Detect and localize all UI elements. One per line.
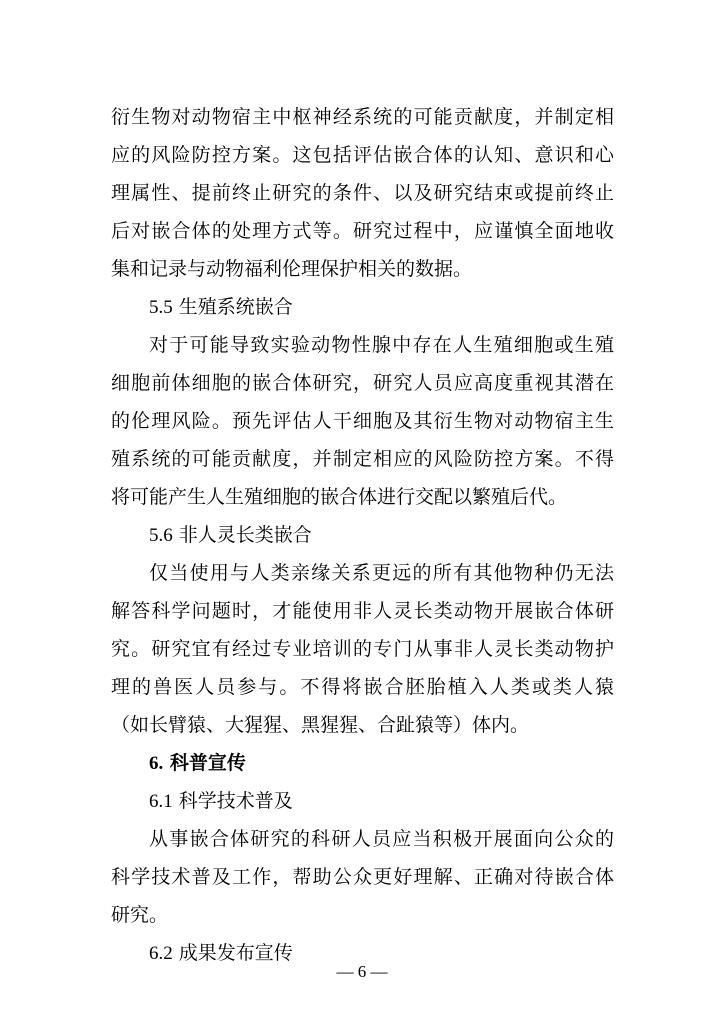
paragraph-line: 理的兽医人员参与。不得将嵌合胚胎植入人类或类人猿 [111,676,614,698]
paragraph-line: 对于可能导致实验动物性腺中存在人生殖细胞或生殖 [149,334,614,356]
paragraph-line: 殖系统的可能贡献度，并制定相应的风险防控方案。不得 [111,448,614,470]
section-number: 5.6 [149,525,173,546]
section-title: 非人灵长类嵌合 [178,524,312,546]
paragraph-line: 后对嵌合体的处理方式等。研究过程中，应谨慎全面地收 [111,220,614,242]
paragraph-line: 仅当使用与人类亲缘关系更远的所有其他物种仍无法 [149,562,614,584]
section-heading-6-1 [149,782,293,820]
section-heading-5-6 [149,516,312,554]
paragraph-line: 衍生物对动物宿主中枢神经系统的可能贡献度，并制定相 [111,106,614,128]
paragraph-line: 究。研究宜有经过专业培训的专门从事非人灵长类动物护 [111,638,614,660]
section-title: 科学技术普及 [178,790,293,812]
section-number: 6. [149,753,164,774]
page-number: — 6 — [336,962,388,981]
section-number: 6.1 [149,791,173,812]
paragraph-line: 应的风险防控方案。这包括评估嵌合体的认知、意识和心 [111,144,614,166]
section-heading-5-5 [149,288,293,326]
paragraph-line: 细胞前体细胞的嵌合体研究，研究人员应高度重视其潜在 [111,372,614,394]
section-title: 科普宣传 [169,752,246,774]
section-title: 成果发布宣传 [178,942,293,964]
section-number: 5.5 [149,297,173,318]
paragraph-line: （如长臂猿、大猩猩、黑猩猩、合趾猿等）体内。 [111,714,530,736]
paragraph-line: 解答科学问题时，才能使用非人灵长类动物开展嵌合体研 [111,600,614,622]
paragraph-line: 科学技术普及工作，帮助公众更好理解、正确对待嵌合体 [111,866,614,888]
paragraph-line: 理属性、提前终止研究的条件、以及研究结束或提前终止 [111,182,614,204]
paragraph-line: 将可能产生人生殖细胞的嵌合体进行交配以繁殖后代。 [111,486,568,508]
section-number: 6.2 [149,943,173,964]
section-title: 生殖系统嵌合 [178,296,293,318]
paragraph-line: 研究。 [111,904,169,926]
paragraph-line: 集和记录与动物福利伦理保护相关的数据。 [111,258,473,280]
paragraph-line: 从事嵌合体研究的科研人员应当积极开展面向公众的 [149,828,614,850]
paragraph-line: 的伦理风险。预先评估人干细胞及其衍生物对动物宿主生 [111,410,614,432]
section-heading-6 [149,744,246,782]
